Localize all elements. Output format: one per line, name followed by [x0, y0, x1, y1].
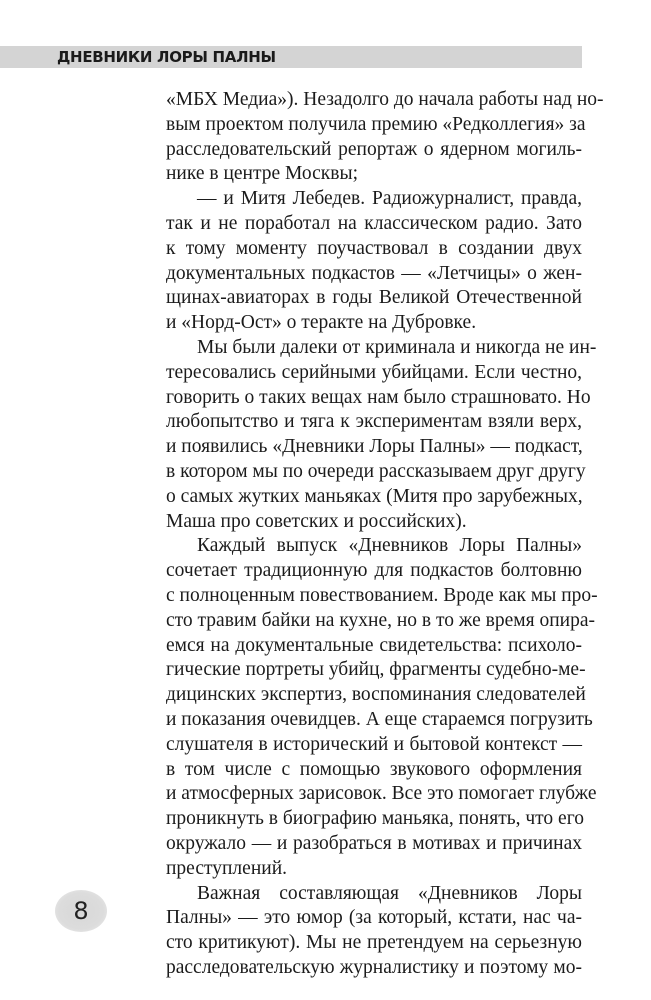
text-line: в котором мы по очереди рассказываем друг другу — [166, 460, 586, 482]
paragraph — [166, 336, 597, 534]
running-header — [0, 46, 582, 68]
text-line: слушателя в исторический и бытовой контекст — — [166, 733, 582, 755]
text-line: Каждый выпуск «Дневников Лоры Палны» — [197, 535, 582, 557]
paragraph — [166, 882, 582, 981]
paragraph — [166, 187, 582, 336]
running-header-title: ДНЕВНИКИ ЛОРЫ ПАЛНЫ — [57, 48, 276, 66]
text-line: щинах-авиаторах в годы Великой Отечественной — [166, 287, 582, 309]
page-number: 8 — [55, 890, 107, 932]
text-line: Палны» — это юмор (за который, кстати, нас ча- — [166, 907, 582, 929]
text-line: окружало — и разобраться в мотивах и причинах — [166, 832, 582, 854]
text-line: сочетает традиционную для подкастов болтовню — [166, 560, 582, 582]
text-line: «МБХ Медиа»). Незадолго до начала работы над но- — [166, 89, 604, 110]
text-line: к тому моменту поучаствовал в создании двух — [166, 237, 582, 259]
text-line: преступлений. — [166, 857, 287, 879]
text-line: сто травим байки на кухне, но в то же время опира- — [166, 609, 595, 631]
text-line: о самых жутких маньяках (Митя про зарубежных, — [166, 485, 583, 507]
text-line: и появились «Дневники Лоры Палны» — подкаст, — [166, 436, 583, 458]
text-line: любопытство и тяга к экспериментам взяли верх, — [166, 411, 582, 433]
text-line: расследовательский репортаж о ядерном могиль- — [166, 138, 582, 160]
text-line: Маша про советских и российских). — [166, 510, 467, 532]
text-line: — и Митя Лебедев. Радиожурналист, правда, — [197, 188, 582, 210]
paragraph — [166, 88, 604, 187]
text-line: проникнуть в биографию маньяка, понять, что его — [166, 808, 584, 830]
text-line: говорить о таких вещах нам было страшновато. Но — [166, 386, 591, 408]
text-line: так и не поработал на классическом радио. Зато — [166, 212, 582, 234]
text-line: Важная составляющая «Дневников Лоры — [197, 882, 582, 904]
text-line: и показания очевидцев. А еще стараемся погрузить — [166, 708, 593, 730]
text-line: документальных подкастов — «Летчицы» о жен- — [166, 262, 582, 284]
text-line: и атмосферных зарисовок. Все это помогает глубже — [166, 783, 597, 805]
text-line: в том числе с помощью звукового оформления — [166, 758, 582, 780]
body-text — [166, 88, 604, 981]
text-line: с полноценным повествованием. Вроде как мы про- — [166, 584, 598, 606]
text-line: тересовались серийными убийцами. Если честно, — [166, 361, 582, 383]
text-line: сто критикуют). Мы не претендуем на серьезную — [166, 932, 582, 954]
text-line: гические портреты убийц, фрагменты судебно-ме- — [166, 659, 586, 681]
text-line: нике в центре Москвы; — [166, 163, 358, 185]
text-line: и «Норд-Ост» о теракте на Дубровке. — [166, 312, 477, 334]
text-line: расследовательскую журналистику и поэтому мо- — [166, 956, 582, 978]
text-line: Мы были далеки от криминала и никогда не ин- — [197, 336, 597, 358]
text-line: дицинских экспертиз, воспоминания следователей — [166, 684, 586, 706]
paragraph — [166, 534, 598, 881]
text-line: емся на документальные свидетельства: психоло- — [166, 634, 582, 656]
text-line: вым проектом получила премию «Редколлегия» за — [166, 113, 586, 135]
